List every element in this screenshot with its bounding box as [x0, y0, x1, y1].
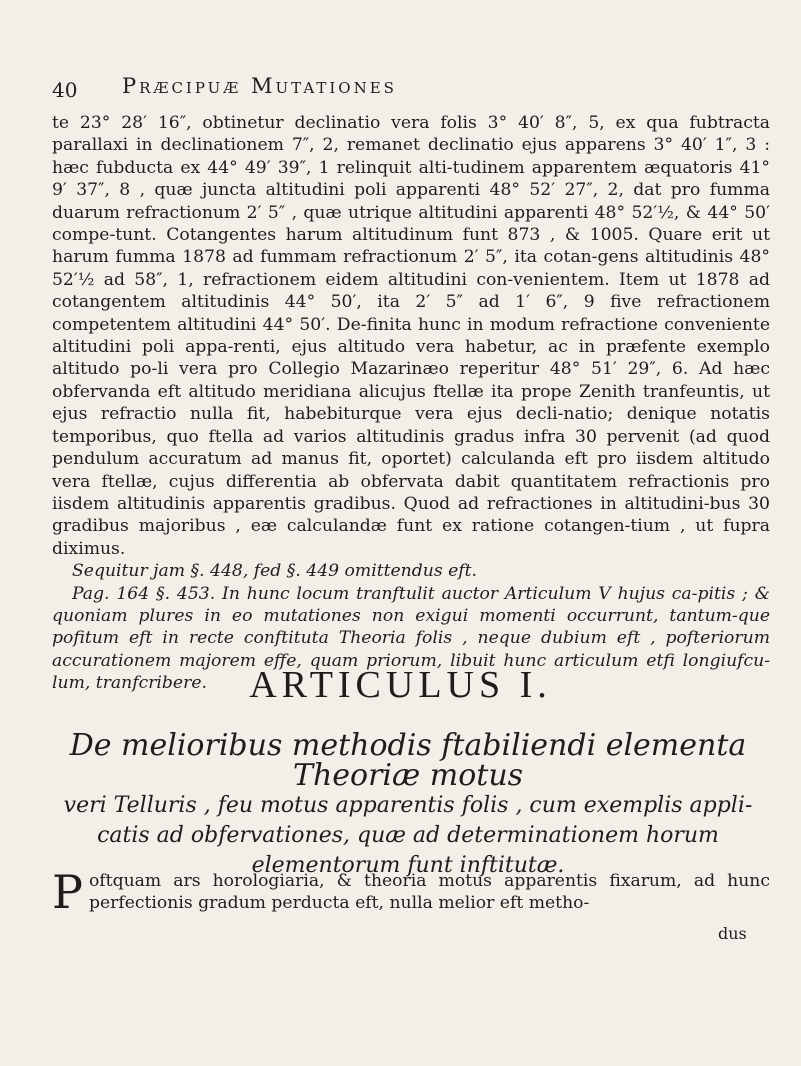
article-heading: ARTICULUS I.	[249, 664, 552, 706]
main-text	[52, 112, 770, 695]
running-head: Præcipuæ Mutationes	[122, 74, 397, 98]
article-title-line-3: catis ad obfervationes, quæ ad determinationem horum	[97, 823, 719, 848]
paragraph-1: te 23° 28′ 16″, obtinetur declinatio vera folis 3° 40′ 8″, 5, ex qua fubtracta parallaxi in declinationem 7″, 2, remanet declinatio ejus apparens 3° 40′ 1″, 3 : hæc fubducta ex 44° 49′ 39″, 1 relinquit alti-tudinem apparentem æquatoris 41° 9′ 37″, 8 , quæ juncta altitudini poli apparenti 48° 52′ 27″, 2, dat pro fumma duarum refractionum 2′ 5″ , quæ utrique altitudini apparenti 48° 52′½, & 44° 50′ compe-tunt. Cotangentes harum altitudinum funt 873 , & 1005. Quare erit ut harum fumma 1878 ad fummam refractionum 2′ 5″, ita cotan-gens altitudinis 48° 52′½ ad 58″, 1, refractionem eidem altitudini con-venientem. Item ut 1878 ad cotangentem altitudinis 44° 50′, ita 2′ 5″ ad 1′ 6″, 9 five refractionem competentem altitudini 44° 50′. De-finita hunc in modum refractione conveniente altitudini poli appa-renti, ejus altitudo vera habetur, ac in præfente exemplo altitudo po-li vera pro Collegio Mazarinæo reperitur 48° 51′ 29″, 6. Ad hæc obfervanda eft altitudo meridiana alicujus ftellæ ita prope Zenith tranfeuntis, ut ejus refractio nulla fit, habebiturque vera ejus decli-natio; denique notatis temporibus, quo ftella ad varios altitudinis gradus infra 30 pervenit (ad quod pendulum accuratum ad manus fit, oportet) calculanda eft pro iisdem altitudo vera ftellæ, cujus differentia ab obfervata dabit quantitatem refractionis pro iisdem altitudinis apparentis gradibus. Quod ad refractiones in altitudini-bus 30 gradibus majoribus , eæ calculandæ funt ex ratione cotangen-tium , ut fupra diximus.	[52, 113, 770, 559]
page-header	[52, 72, 772, 102]
page-number: 40	[52, 78, 78, 102]
drop-cap: P	[52, 865, 83, 919]
note-sequitur: Sequitur jam §. 448, fed §. 449 omittendus eft.	[72, 561, 478, 582]
article-title-line-2: veri Telluris , feu motus apparentis folis , cum exemplis appli-	[63, 793, 753, 818]
article-title-line-1: De melioribus methodis ftabiliendi elementa Theoriæ motus	[69, 728, 747, 793]
paragraph-2	[52, 560, 770, 582]
article-title-line-4: elementorum funt inftitutæ.	[251, 853, 565, 878]
catchword: dus	[718, 924, 747, 943]
article-body-text: oftquam ars horologiaria, & theoria motus apparentis fixarum, ad hunc perfectionis gradum perducta eft, nulla melior eft metho-	[88, 871, 770, 914]
paragraph-3: Pag. 164 §. 453. In hunc locum tranftulit auctor Articulum V hujus ca-pitis ; & quoniam plures in eo mutationes non exigui momenti occurrunt, tantum-que pofitum eft in recte conftituta Theoria folis , neque dubium eft , pofteriorum accurationem majorem effe, quam priorum, libuit hunc articulum etfi longiufcu-lum, tranfcribere.	[52, 583, 770, 694]
article-title	[58, 728, 758, 881]
